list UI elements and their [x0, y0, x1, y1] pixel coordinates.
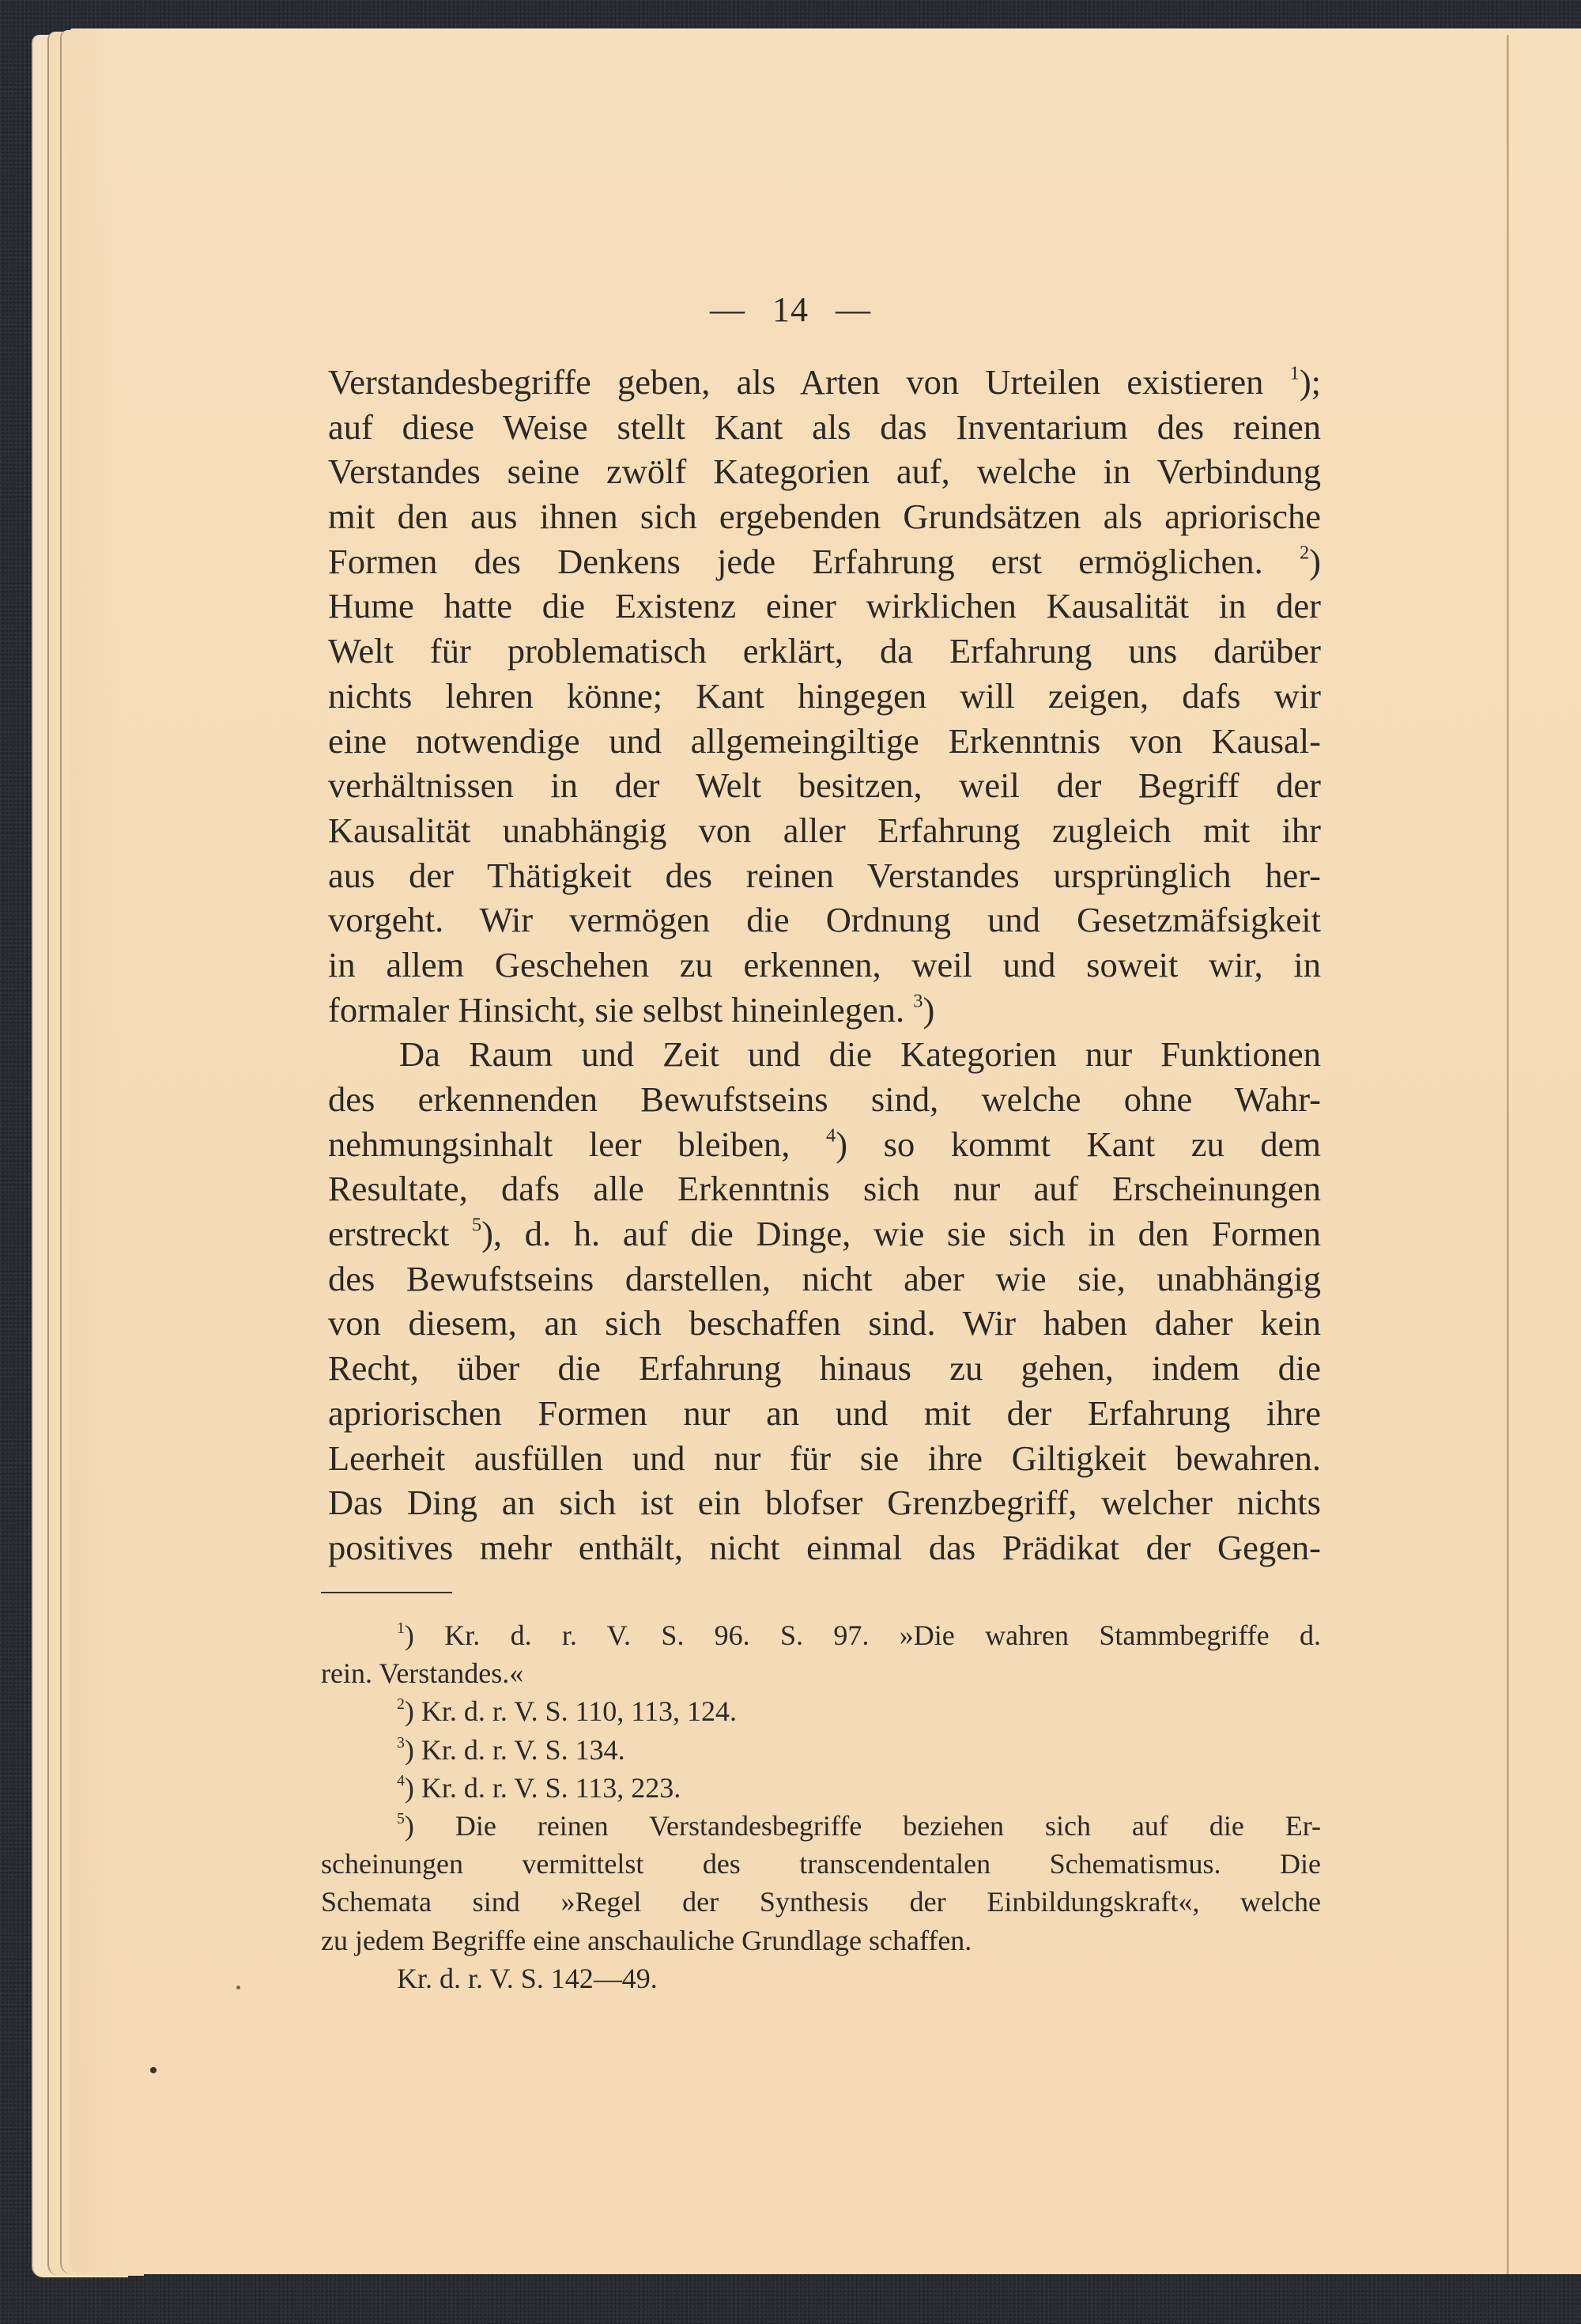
footnote-5-continued: zu jedem Begriffe eine anschauliche Grundlage schaffen. — [321, 1924, 972, 1956]
footnote-2: $^2$) Kr. d. r. V. S. 110, 113, 124. — [397, 1695, 737, 1728]
footnote-ref: 5 — [471, 1214, 482, 1236]
body-line: des Bewufstseins darstellen, nicht aber wie sie, unabhängig — [328, 1258, 1321, 1298]
paper-speck — [236, 1986, 240, 1990]
body-line: Hume hatte die Existenz einer wirklichen Kausalität in der — [328, 586, 1321, 626]
footnote-marker: 4 — [397, 1771, 405, 1789]
footnote-ref: 2 — [1299, 542, 1310, 564]
body-text — [328, 360, 1321, 1570]
page-fold — [1507, 35, 1509, 2274]
body-line: Recht, über die Erfahrung hinaus zu gehen, indem die — [328, 1348, 1321, 1389]
body-line: nichts lehren könne; Kant hingegen will zeigen, dafs wir — [328, 675, 1321, 716]
body-line: Leerheit ausfüllen und nur für sie ihre Giltigkeit bewahren. — [328, 1438, 1321, 1478]
body-line: aus der Thätigkeit des reinen Verstandes ursprünglich her- — [328, 855, 1321, 895]
page-number: — 14 — — [710, 290, 871, 329]
footnote-5-reference: Kr. d. r. V. S. 142—49. — [397, 1962, 658, 1994]
footnote-1-continued: rein. Verstandes.« — [321, 1657, 524, 1690]
body-line: in allem Geschehen zu erkennen, weil und soweit wir, in — [328, 944, 1321, 984]
footnote-1: $^1$) Kr. d. r. V. S. 96. S. 97. »Die wahren Stammbegriffe d. — [397, 1619, 1321, 1651]
body-line: apriorischen Formen nur an und mit der Erfahrung ihre — [328, 1393, 1321, 1433]
footnote-5: $^5$) Die reinen Verstandesbegriffe beziehen sich auf die Er- — [397, 1809, 1321, 1842]
body-line: Das Ding an sich ist ein blofser Grenzbegriff, welcher nichts — [328, 1483, 1321, 1523]
footnote-3: $^3$) Kr. d. r. V. S. 134. — [397, 1733, 625, 1766]
footnote-marker: 1 — [397, 1619, 405, 1638]
body-line: von diesem, an sich beschaffen sind. Wir haben daher kein — [328, 1303, 1321, 1343]
body-line: Verstandesbegriffe geben, als Arten von Urteilen existieren $^1$); — [328, 362, 1322, 402]
footnote-ref: 4 — [825, 1124, 836, 1147]
footnote-marker: 2 — [397, 1695, 405, 1714]
footnote-5-continued: scheinungen vermittelst des transcendentalen Schematismus. Die — [321, 1848, 1321, 1880]
body-line: positives mehr enthält, nicht einmal das Prädikat der Gegen- — [328, 1527, 1321, 1567]
paper-speck — [150, 2067, 157, 2073]
body-line: Verstandes seine zwölf Kategorien auf, welche in Verbindung — [328, 452, 1321, 492]
body-line: vorgeht. Wir vermögen die Ordnung und Gesetzmäfsigkeit — [328, 900, 1321, 940]
footnote-5-continued: Schemata sind »Regel der Synthesis der Einbildungskraft«, welche — [321, 1886, 1321, 1918]
body-line: erstreckt $^5$), d. h. auf die Dinge, wie sie sich in den Formen — [328, 1214, 1322, 1254]
footnote-ref: 1 — [1289, 362, 1300, 384]
body-line: eine notwendige und allgemeingiltige Erkenntnis von Kausal- — [328, 720, 1321, 761]
footnotes — [321, 1616, 1321, 1997]
body-line: auf diese Weise stellt Kant als das Inventarium des reinen — [328, 406, 1321, 447]
body-line: mit den aus ihnen sich ergebenden Grundsätzen als apriorische — [328, 497, 1321, 537]
footnote-4: $^4$) Kr. d. r. V. S. 113, 223. — [397, 1771, 681, 1804]
body-line: Resultate, dafs alle Erkenntnis sich nur auf Erscheinungen — [328, 1169, 1321, 1209]
body-line: verhältnissen in der Welt besitzen, weil der Begriff der — [328, 765, 1321, 806]
body-line: Kausalität unabhängig von aller Erfahrung zugleich mit ihr — [328, 810, 1321, 850]
body-line: Formen des Denkens jede Erfahrung erst ermöglichen. $^2$) — [328, 541, 1321, 581]
footnote-ref: 3 — [913, 990, 923, 1012]
body-line: nehmungsinhalt leer bleiben, $^4$) so kommt Kant zu dem — [328, 1124, 1321, 1164]
footnote-marker: 3 — [397, 1733, 405, 1752]
body-line: Welt für problematisch erklärt, da Erfahrung uns darüber — [328, 631, 1321, 671]
body-line: formaler Hinsicht, sie selbst hineinlegen. $^3$) — [328, 989, 935, 1030]
paragraph-start-line: Da Raum und Zeit und die Kategorien nur Funktionen — [399, 1034, 1321, 1075]
footnote-separator — [321, 1592, 452, 1593]
footnote-marker: 5 — [397, 1810, 405, 1828]
body-line: des erkennenden Bewufstseins sind, welche ohne Wahr- — [328, 1079, 1321, 1119]
